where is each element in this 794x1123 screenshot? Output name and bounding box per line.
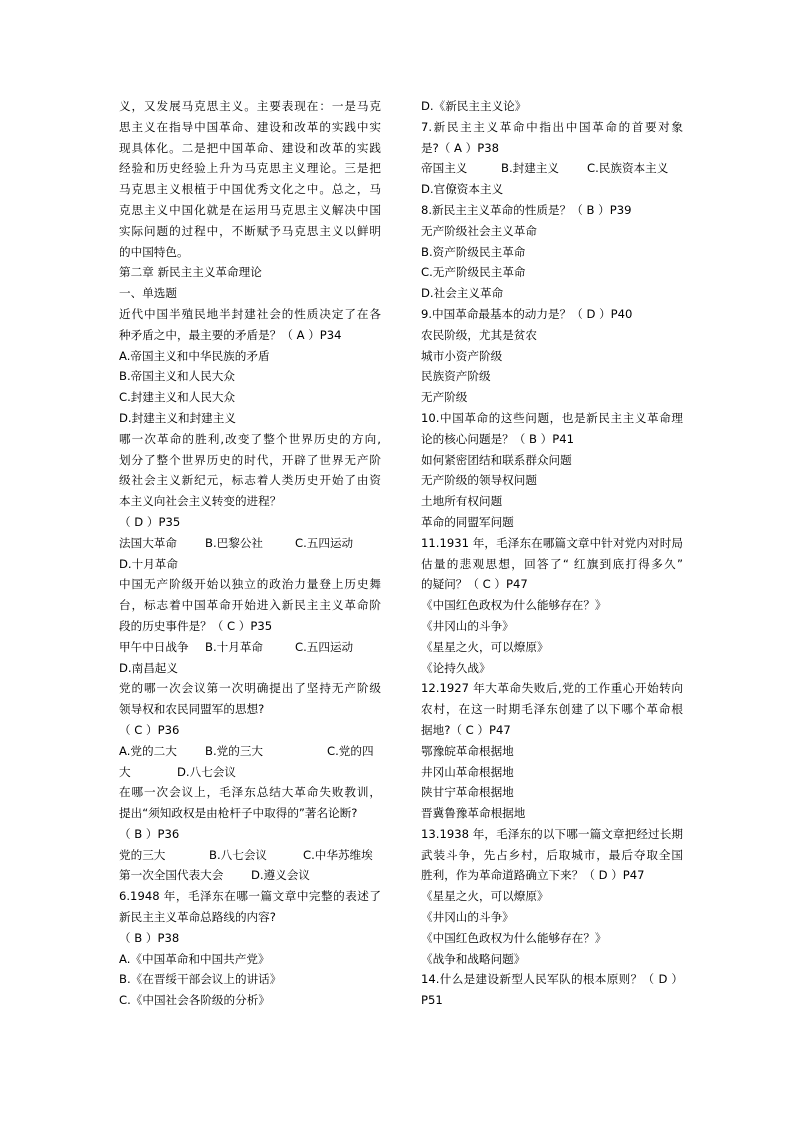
option: 《星星之火，可以燎原》 — [421, 889, 549, 904]
paragraph-line: 的中国特色。 — [119, 244, 189, 259]
option: 井冈山革命根据地 — [421, 764, 514, 779]
option: 陕甘宁革命根据地 — [421, 785, 514, 800]
paragraph-line: 马克思主义根植于中国优秀文化之中。总之，马 — [119, 182, 381, 197]
question-text: 10.中国革命的这些问题，也是新民主主义革命理 — [421, 410, 683, 425]
option: 帝国主义 — [421, 161, 468, 176]
question-text: 是?（ A ）P38 — [421, 140, 499, 155]
option-row — [119, 533, 381, 554]
option-row — [119, 865, 381, 886]
option: 如何紧密团结和联系群众问题 — [421, 452, 572, 467]
question-text: 提出“须知政权是由枪杆子中取得的”著名论断? — [119, 806, 358, 821]
question-text: 14.什么是建设新型人民军队的根本原则？（ D ） — [421, 972, 683, 987]
option: D.八七会议 — [177, 764, 236, 779]
option: D.十月革命 — [119, 556, 178, 571]
question-text: 哪一次革命的胜利,改变了整个世界历史的方向, — [119, 431, 381, 446]
question-text: 6.1948 年，毛泽东在哪一篇文章中完整的表述了 — [119, 889, 381, 904]
option: 《中国红色政权为什么能够存在？》 — [421, 930, 607, 945]
question-text: 估量的悲观思想，回答了“ 红旗到底打得多久” — [421, 556, 683, 571]
option: C.封建主义和人民大众 — [119, 390, 236, 405]
option-row — [119, 845, 381, 866]
question-text: 划分了整个世界历史的时代，开辟了世界无产阶 — [119, 452, 381, 467]
option: B.封建主义 — [501, 161, 560, 176]
answer-key: （ B ）P38 — [119, 930, 180, 945]
option: 农民阶级，尤其是贫农 — [421, 327, 537, 342]
option-row — [119, 762, 381, 783]
option: D.南昌起义 — [119, 660, 178, 675]
question-text: P51 — [421, 993, 443, 1008]
option: 土地所有权问题 — [421, 494, 503, 509]
question-text: 党的哪一次会议第一次明确提出了坚持无产阶级 — [119, 681, 381, 696]
option: B.《在晋绥干部会议上的讲话》 — [119, 972, 282, 987]
question-text: 段的历史事件是？（ C ）P35 — [119, 618, 273, 633]
option-row — [119, 741, 381, 762]
option: B.八七会议 — [209, 847, 268, 862]
question-text: 武装斗争，先占乡村，后取城市，最后夺取全国 — [421, 847, 683, 862]
question-text: 13.1938 年，毛泽东的以下哪一篇文章把经过长期 — [421, 826, 683, 841]
option-row — [119, 637, 381, 658]
option: 《中国红色政权为什么能够存在？》 — [421, 598, 607, 613]
option: B.帝国主义和人民大众 — [119, 369, 235, 384]
option: 无产阶级社会主义革命 — [421, 223, 537, 238]
answer-key: （ B ）P36 — [119, 826, 180, 841]
option: 党的三大 — [119, 847, 166, 862]
option: 法国大革命 — [119, 535, 177, 550]
question-text: 8.新民主主义革命的性质是？（ B ）P39 — [421, 202, 632, 217]
option: C.党的四 — [327, 743, 374, 758]
question-text: 台，标志着中国革命开始进入新民主主义革命阶 — [119, 598, 381, 613]
option: A.《中国革命和中国共产党》 — [119, 951, 270, 966]
option: B.巴黎公社 — [205, 535, 264, 550]
option: C.中华苏维埃 — [303, 847, 373, 862]
option: 甲午中日战争 — [119, 639, 189, 654]
paragraph-line: 实际问题的过程中，不断赋予马克思主义以鲜明 — [119, 223, 381, 238]
question-text: 领导权和农民同盟军的思想? — [119, 702, 265, 717]
paragraph-line: 现具体化。二是把中国革命、建设和改革的实践 — [119, 140, 381, 155]
option: D.遵义会议 — [251, 868, 310, 883]
option: C.无产阶级民主革命 — [421, 265, 526, 280]
option: A.帝国主义和中华民族的矛盾 — [119, 348, 270, 363]
paragraph-line: 经验和历史经验上升为马克思主义理论。三是把 — [119, 161, 381, 176]
option: 革命的同盟军问题 — [421, 514, 514, 529]
option: 城市小资产阶级 — [421, 348, 503, 363]
question-text: 11.1931 年，毛泽东在哪篇文章中针对党内对时局 — [421, 535, 683, 550]
option: B.党的三大 — [205, 743, 264, 758]
chapter-heading: 第二章 新民主主义革命理论 — [119, 265, 262, 280]
option: 《论持久战》 — [421, 660, 491, 675]
paragraph-line: 思主义在指导中国革命、建设和改革的实践中实 — [119, 119, 381, 134]
answer-key: （ C ）P36 — [119, 722, 180, 737]
answer-key: （ D ）P35 — [119, 514, 181, 529]
question-text: 据地?（ C ）P47 — [421, 722, 511, 737]
option: C.《中国社会各阶级的分析》 — [119, 993, 270, 1008]
option: D.封建主义和封建主义 — [119, 410, 236, 425]
question-text: 农村，在这一时期毛泽东创建了以下哪个革命根 — [421, 702, 683, 717]
question-text: 7.新民主主义革命中指出中国革命的首要对象 — [421, 119, 683, 134]
option: 大 — [119, 764, 131, 779]
paragraph-line: 克思主义中国化就是在运用马克思主义解决中国 — [119, 202, 381, 217]
option: 《战争和战略问题》 — [421, 951, 526, 966]
option-row — [421, 158, 683, 179]
option: 《星星之火，可以燎原》 — [421, 639, 549, 654]
option: 《井冈山的斗争》 — [421, 910, 514, 925]
option: C.民族资本主义 — [587, 161, 669, 176]
question-text: 本主义向社会主义转变的进程？ — [119, 494, 282, 509]
option: B.资产阶级民主革命 — [421, 244, 526, 259]
question-text: 在哪一次会议上，毛泽东总结大革命失败教训， — [119, 785, 381, 800]
left-column — [119, 96, 381, 1011]
option: 《井冈山的斗争》 — [421, 618, 514, 633]
question-text: 级社会主义新纪元，标志着人类历史开始了由资 — [119, 473, 381, 488]
option: 第一次全国代表大会 — [119, 868, 224, 883]
question-text: 论的核心问题是？（ B ）P41 — [421, 431, 575, 446]
question-text: 9.中国革命最基本的动力是？（ D ）P40 — [421, 306, 633, 321]
option: 无产阶级的领导权问题 — [421, 473, 537, 488]
option: 民族资产阶级 — [421, 369, 491, 384]
option: D.社会主义革命 — [421, 286, 504, 301]
question-text: 中国无产阶级开始以独立的政治力量登上历史舞 — [119, 577, 381, 592]
option: D.《新民主主义论》 — [421, 99, 527, 113]
question-text: 12.1927 年大革命失败后,党的工作重心开始转向 — [421, 681, 683, 696]
question-text: 种矛盾之中，最主要的矛盾是？（ A ）P34 — [119, 327, 342, 342]
option: B.十月革命 — [205, 639, 264, 654]
option: 无产阶级 — [421, 390, 468, 405]
option: D.官僚资本主义 — [421, 182, 504, 197]
option: A.党的二大 — [119, 743, 177, 758]
paragraph-line: 义，又发展马克思主义。主要表现在：一是马克 — [119, 99, 381, 113]
section-heading: 一、单选题 — [119, 286, 177, 301]
question-text: 新民主主义革命总路线的内容? — [119, 910, 276, 925]
right-column — [421, 96, 683, 1011]
question-text: 胜利，作为革命道路确立下来？（ D ）P47 — [421, 868, 645, 883]
option: 鄂豫皖革命根据地 — [421, 743, 514, 758]
option: C.五四运动 — [295, 639, 354, 654]
question-text: 的疑问？（ C ）P47 — [421, 577, 528, 592]
question-text: 近代中国半殖民地半封建社会的性质决定了在各 — [119, 306, 381, 321]
option: C.五四运动 — [295, 535, 354, 550]
option: 晋冀鲁豫革命根据地 — [421, 806, 526, 821]
